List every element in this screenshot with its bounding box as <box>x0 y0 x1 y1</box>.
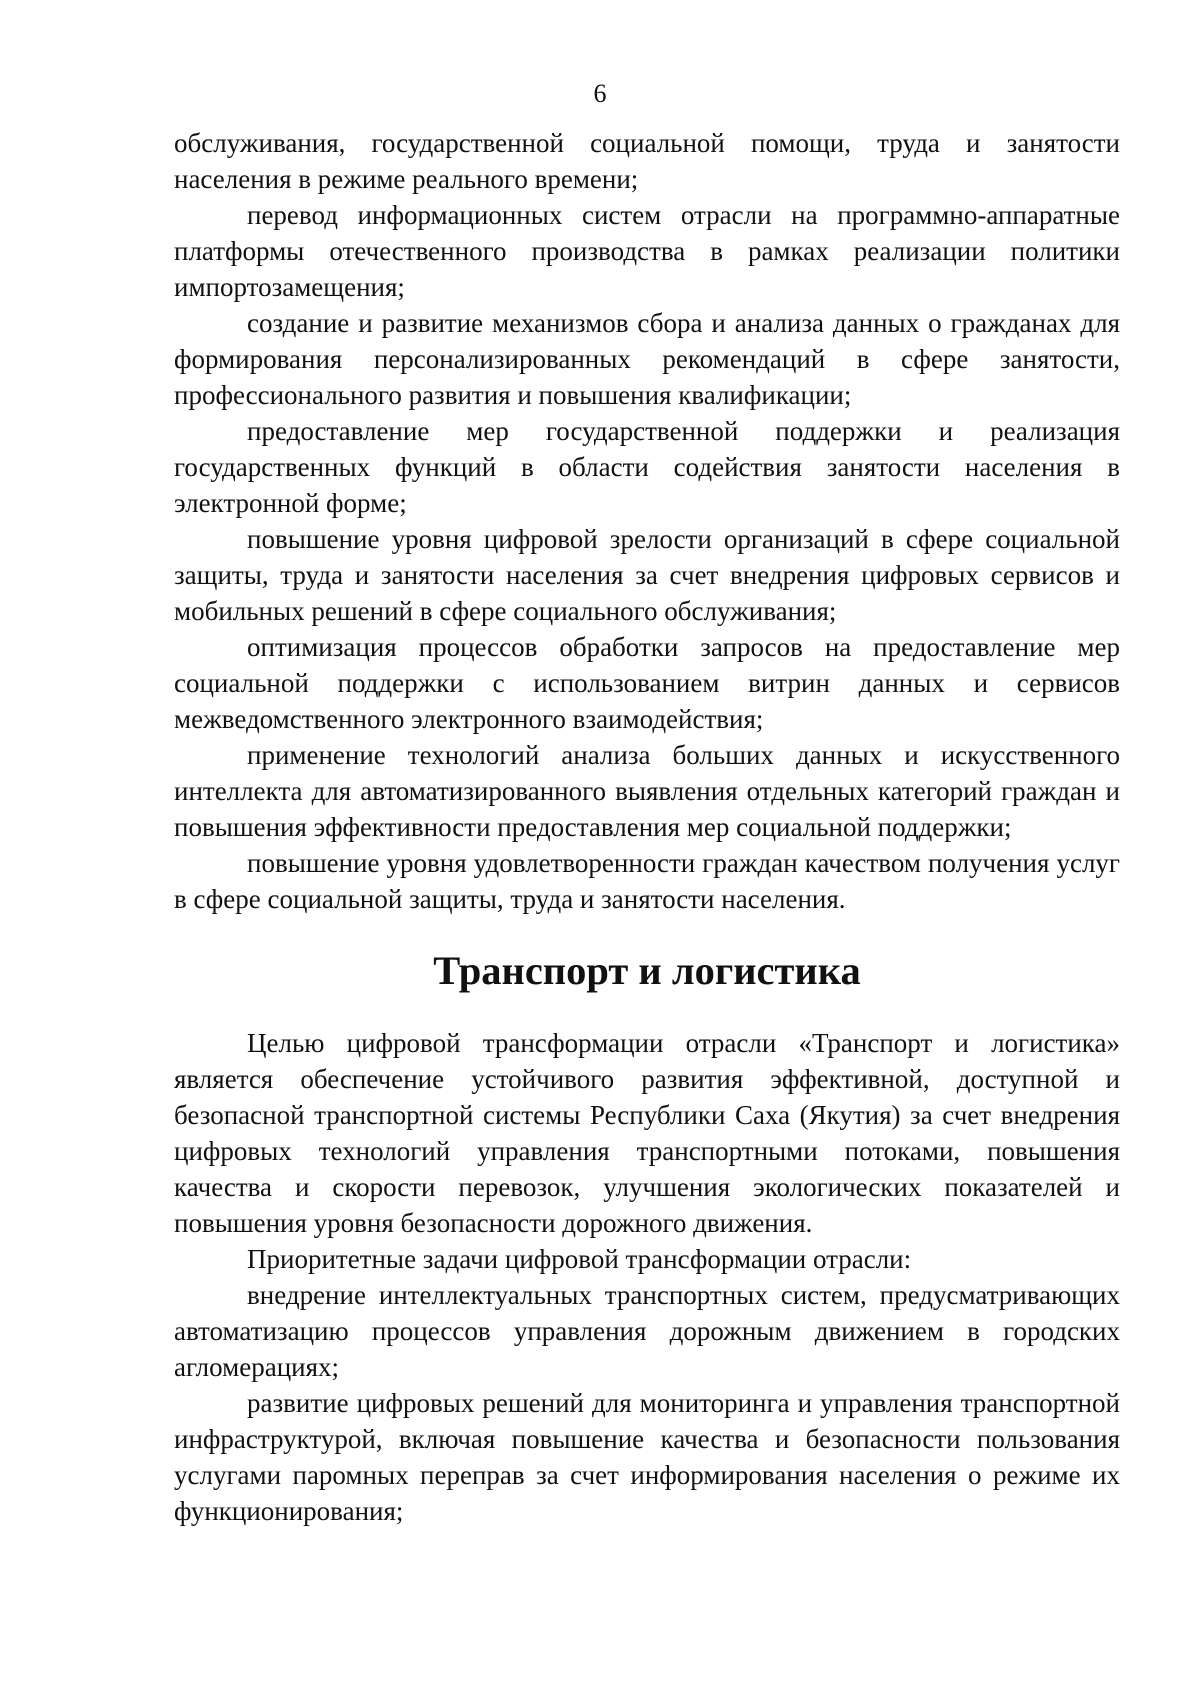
paragraph-continuation: обслуживания, государственной социальной помощи, труда и занятости населения в режиме реального времени; <box>174 128 1120 194</box>
section-title: Транспорт и логистика <box>433 948 861 993</box>
list-item-paragraph: предоставление мер государственной поддержки и реализация государственных функций в области содействия занятости населения в электронной форме; <box>174 416 1120 518</box>
list-item-paragraph: применение технологий анализа больших данных и искусственного интеллекта для автоматизированного выявления отдельных категорий граждан и повышения эффективности предоставления мер социальной поддержки; <box>174 740 1120 842</box>
list-item-paragraph: оптимизация процессов обработки запросов на предоставление мер социальной поддержки с использованием витрин данных и сервисов межведомственного электронного взаимодействия; <box>174 632 1120 734</box>
list-item-paragraph: внедрение интеллектуальных транспортных систем, предусматривающих автоматизацию процессов управления дорожным движением в городских агломерациях; <box>174 1280 1120 1382</box>
section-intro-paragraph: Целью цифровой трансформации отрасли «Транспорт и логистика» является обеспечение устойчивого развития эффективной, доступной и безопасной транспортной системы Республики Саха (Якутия) за счет внедрения цифровых технологий управления транспортными потоками, повышения качества и скорости перевозок, улучшения экологических показателей и повышения уровня безопасности дорожного движения. <box>174 1028 1120 1238</box>
page-number: 6 <box>593 79 607 108</box>
document-body <box>174 125 1120 1529</box>
list-item-paragraph: повышение уровня удовлетворенности граждан качеством получения услуг в сфере социальной защиты, труда и занятости населения. <box>174 848 1120 914</box>
list-item-paragraph: повышение уровня цифровой зрелости организаций в сфере социальной защиты, труда и занятости населения за счет внедрения цифровых сервисов и мобильных решений в сфере социального обслуживания; <box>174 524 1120 626</box>
list-item-paragraph: перевод информационных систем отрасли на программно-аппаратные платформы отечественного производства в рамках реализации политики импортозамещения; <box>174 200 1120 302</box>
list-item-paragraph: создание и развитие механизмов сбора и анализа данных о гражданах для формирования персонализированных рекомендаций в сфере занятости, профессионального развития и повышения квалификации; <box>174 308 1120 410</box>
list-item-paragraph: развитие цифровых решений для мониторинга и управления транспортной инфраструктурой, включая повышение качества и безопасности пользования услугами паромных переправ за счет информирования населения о режиме их функционирования; <box>174 1388 1120 1526</box>
priority-tasks-heading: Приоритетные задачи цифровой трансформации отрасли: <box>247 1244 912 1274</box>
